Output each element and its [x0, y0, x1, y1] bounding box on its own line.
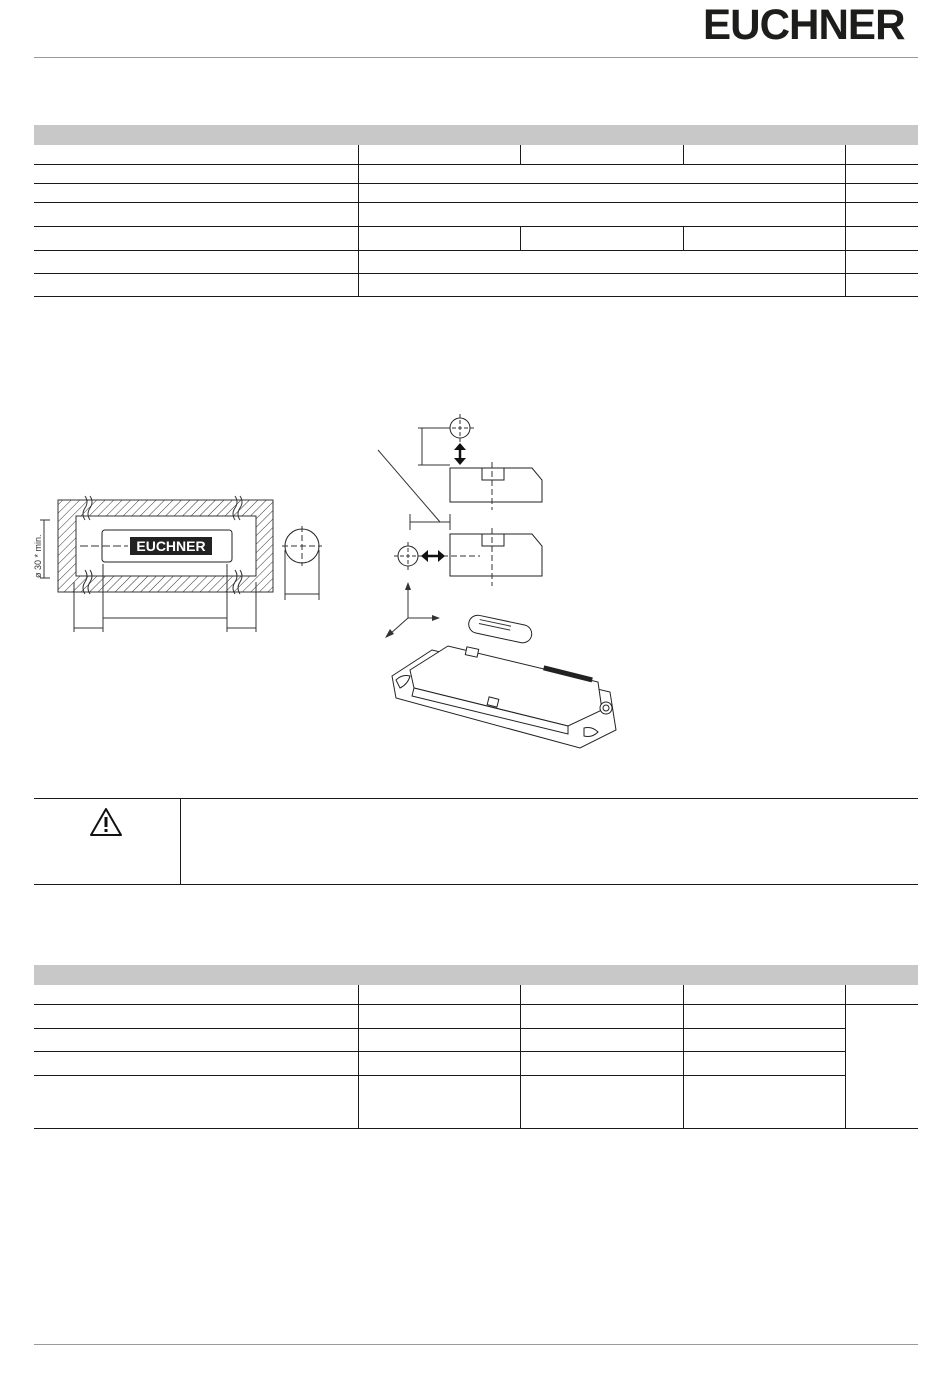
table-row: [34, 1051, 918, 1075]
actuator-logo: EUCHNER: [136, 538, 206, 554]
table-row: [34, 273, 918, 296]
table-cell: [34, 145, 358, 164]
table-row: [34, 226, 918, 250]
footer-rule: [34, 1344, 918, 1345]
arrow-up-down-icon: [454, 443, 466, 465]
spec-table-1: [34, 145, 918, 297]
table-2-header-bar: [34, 965, 918, 985]
table-row: [34, 164, 918, 183]
arrow-left-right-icon: [421, 550, 445, 562]
diameter-label: ø 30 * min.: [33, 534, 43, 578]
flush-installation-drawing: [30, 490, 330, 635]
table-1-header-bar: [34, 125, 918, 145]
axis-icon: [385, 582, 440, 638]
table-row: [34, 985, 918, 1004]
safety-switch-illustration: [392, 646, 616, 748]
euchner-logo: EUCHNER: [703, 1, 905, 49]
warning-divider: [180, 799, 181, 884]
warning-box: [34, 798, 918, 885]
header-rule: [34, 57, 918, 58]
warning-triangle-icon: [89, 807, 123, 837]
table-row: [34, 1004, 918, 1028]
table-row: [34, 145, 918, 164]
spec-table-2: [34, 985, 918, 1129]
table-row: [34, 1028, 918, 1051]
switching-distance-drawing: [370, 410, 640, 750]
table-row: [34, 250, 918, 273]
table-row: [34, 202, 918, 226]
table-row: [34, 1075, 918, 1128]
table-row: [34, 183, 918, 202]
